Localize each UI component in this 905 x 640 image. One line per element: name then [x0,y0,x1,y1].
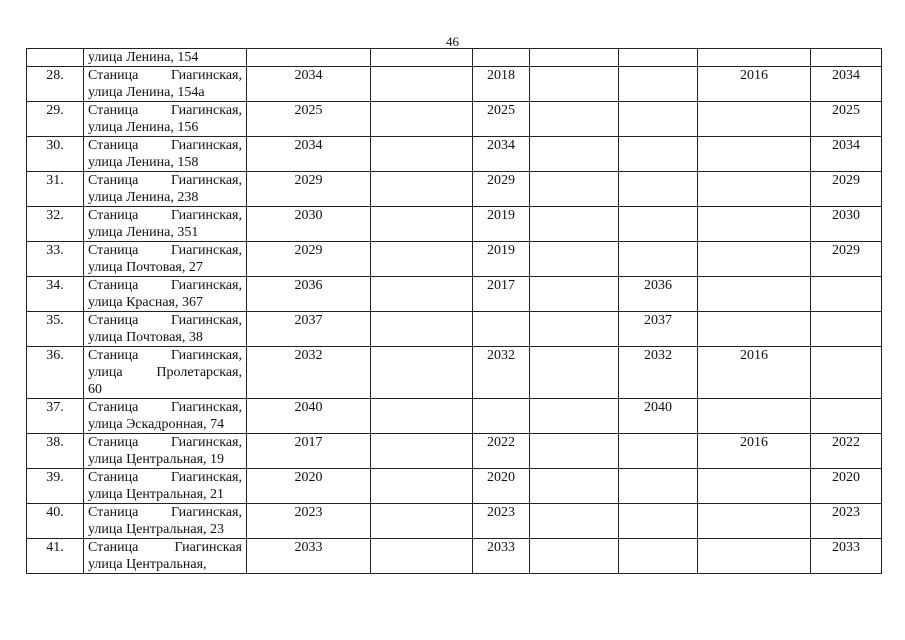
year-cell: 2034 [811,67,882,102]
year-cell [530,102,619,137]
year-cell [698,102,811,137]
year-cell: 2025 [811,102,882,137]
year-cell [371,207,473,242]
schedule-table [26,48,882,574]
address-cell [84,49,247,67]
year-cell: 2022 [811,434,882,469]
year-cell [619,49,698,67]
address-line: улица Ленина, 238 [88,190,199,205]
year-cell [371,312,473,347]
address-line: Станица Гиагинская, [88,138,242,153]
year-cell: 2032 [247,347,371,399]
year-cell: 2023 [811,504,882,539]
address-cell [84,434,247,469]
address-line: улица Пролетарская, [88,365,242,380]
year-cell [530,312,619,347]
address-line: улица Ленина, 156 [88,120,199,135]
row-number-cell: 35. [27,312,84,347]
row-number-cell: 41. [27,539,84,574]
year-cell: 2020 [811,469,882,504]
year-cell: 2030 [247,207,371,242]
year-cell [619,172,698,207]
year-cell [698,504,811,539]
year-cell [371,277,473,312]
address-cell [84,539,247,574]
year-cell [371,242,473,277]
address-line: улица Центральная, 23 [88,522,225,537]
table-row [27,504,882,539]
year-cell: 2037 [619,312,698,347]
year-cell [530,242,619,277]
year-cell [473,49,530,67]
row-number-cell: 31. [27,172,84,207]
year-cell [619,434,698,469]
year-cell [530,137,619,172]
year-cell: 2032 [473,347,530,399]
address-line: улица Ленина, 154 [88,50,199,65]
year-cell: 2033 [473,539,530,574]
year-cell: 2025 [473,102,530,137]
year-cell [619,539,698,574]
year-cell: 2034 [811,137,882,172]
address-line: улица Почтовая, 38 [88,330,203,345]
year-cell [371,102,473,137]
row-number-cell: 40. [27,504,84,539]
address-line: улица Центральная, 21 [88,487,225,502]
year-cell [698,469,811,504]
table-body [27,49,882,574]
year-cell [371,137,473,172]
year-cell: 2040 [619,399,698,434]
year-cell [530,399,619,434]
year-cell [371,399,473,434]
address-line: улица Почтовая, 27 [88,260,203,275]
year-cell: 2016 [698,347,811,399]
table-row [27,347,882,399]
year-cell: 2032 [619,347,698,399]
year-cell: 2029 [811,172,882,207]
year-cell [530,277,619,312]
table-row [27,469,882,504]
year-cell [371,469,473,504]
year-cell [698,277,811,312]
year-cell: 2023 [247,504,371,539]
address-cell [84,277,247,312]
year-cell [698,539,811,574]
year-cell: 2036 [247,277,371,312]
table-row [27,102,882,137]
year-cell [811,49,882,67]
year-cell: 2029 [811,242,882,277]
year-cell: 2029 [473,172,530,207]
table-row [27,172,882,207]
page-number: 46 [446,34,459,49]
table-row [27,67,882,102]
address-line: Станица Гиагинская, [88,435,242,450]
address-cell [84,67,247,102]
year-cell: 2034 [247,137,371,172]
year-cell [530,67,619,102]
year-cell [371,504,473,539]
address-line: Станица Гиагинская [88,540,242,555]
year-cell: 2016 [698,434,811,469]
year-cell [371,539,473,574]
table-row [27,242,882,277]
year-cell [619,207,698,242]
year-cell [473,399,530,434]
row-number-cell [27,49,84,67]
row-number-cell: 28. [27,67,84,102]
year-cell [619,137,698,172]
year-cell: 2023 [473,504,530,539]
row-number-cell: 39. [27,469,84,504]
table-row [27,137,882,172]
address-line: 60 [88,382,102,397]
year-cell: 2020 [473,469,530,504]
year-cell [619,102,698,137]
address-line: Станица Гиагинская, [88,208,242,223]
address-line: улица Ленина, 351 [88,225,199,240]
year-cell: 2033 [811,539,882,574]
year-cell [371,49,473,67]
year-cell: 2030 [811,207,882,242]
address-cell [84,242,247,277]
address-line: Станица Гиагинская, [88,470,242,485]
year-cell: 2020 [247,469,371,504]
year-cell [811,347,882,399]
address-line: улица Центральная, 19 [88,452,225,467]
year-cell: 2019 [473,242,530,277]
row-number-cell: 36. [27,347,84,399]
year-cell: 2037 [247,312,371,347]
address-cell [84,207,247,242]
year-cell [530,539,619,574]
year-cell: 2036 [619,277,698,312]
year-cell [530,207,619,242]
year-cell [371,172,473,207]
row-number-cell: 38. [27,434,84,469]
address-cell [84,504,247,539]
year-cell [698,137,811,172]
year-cell [530,172,619,207]
year-cell [811,277,882,312]
table-row [27,539,882,574]
year-cell: 2016 [698,67,811,102]
year-cell: 2034 [473,137,530,172]
year-cell: 2017 [247,434,371,469]
row-number-cell: 34. [27,277,84,312]
year-cell: 2033 [247,539,371,574]
year-cell [530,469,619,504]
address-line: Станица Гиагинская, [88,313,242,328]
year-cell [811,312,882,347]
year-cell [698,312,811,347]
address-cell [84,312,247,347]
year-cell [619,67,698,102]
year-cell: 2025 [247,102,371,137]
year-cell [371,434,473,469]
year-cell [698,399,811,434]
address-line: Станица Гиагинская, [88,243,242,258]
year-cell [619,242,698,277]
address-line: улица Ленина, 158 [88,155,199,170]
year-cell: 2029 [247,242,371,277]
table-row [27,399,882,434]
row-number-cell: 32. [27,207,84,242]
address-line: улица Эскадронная, 74 [88,417,225,432]
year-cell: 2040 [247,399,371,434]
row-number-cell: 37. [27,399,84,434]
year-cell [619,504,698,539]
year-cell [530,49,619,67]
table-row [27,312,882,347]
address-line: Станица Гиагинская, [88,400,242,415]
year-cell: 2017 [473,277,530,312]
address-line: Станица Гиагинская, [88,505,242,520]
year-cell [698,207,811,242]
year-cell [473,312,530,347]
year-cell [530,434,619,469]
address-cell [84,347,247,399]
address-line: улица Красная, 367 [88,295,203,310]
year-cell: 2019 [473,207,530,242]
year-cell [371,67,473,102]
address-line: улица Центральная, [88,557,207,572]
row-number-cell: 30. [27,137,84,172]
address-cell [84,399,247,434]
year-cell [530,504,619,539]
year-cell [247,49,371,67]
row-number-cell: 33. [27,242,84,277]
address-line: Станица Гиагинская, [88,278,242,293]
table-row [27,207,882,242]
row-number-cell: 29. [27,102,84,137]
year-cell: 2029 [247,172,371,207]
table-row [27,434,882,469]
address-cell [84,137,247,172]
year-cell [619,469,698,504]
address-line: улица Ленина, 154а [88,85,205,100]
year-cell [698,172,811,207]
year-cell: 2034 [247,67,371,102]
year-cell [371,347,473,399]
address-cell [84,172,247,207]
address-line: Станица Гиагинская, [88,68,242,83]
year-cell [698,49,811,67]
year-cell: 2022 [473,434,530,469]
address-cell [84,469,247,504]
address-line: Станица Гиагинская, [88,173,242,188]
table-row [27,277,882,312]
table-row-continuation [27,49,882,67]
address-cell [84,102,247,137]
address-line: Станица Гиагинская, [88,103,242,118]
year-cell [811,399,882,434]
year-cell: 2018 [473,67,530,102]
address-line: Станица Гиагинская, [88,348,242,363]
year-cell [530,347,619,399]
year-cell [698,242,811,277]
